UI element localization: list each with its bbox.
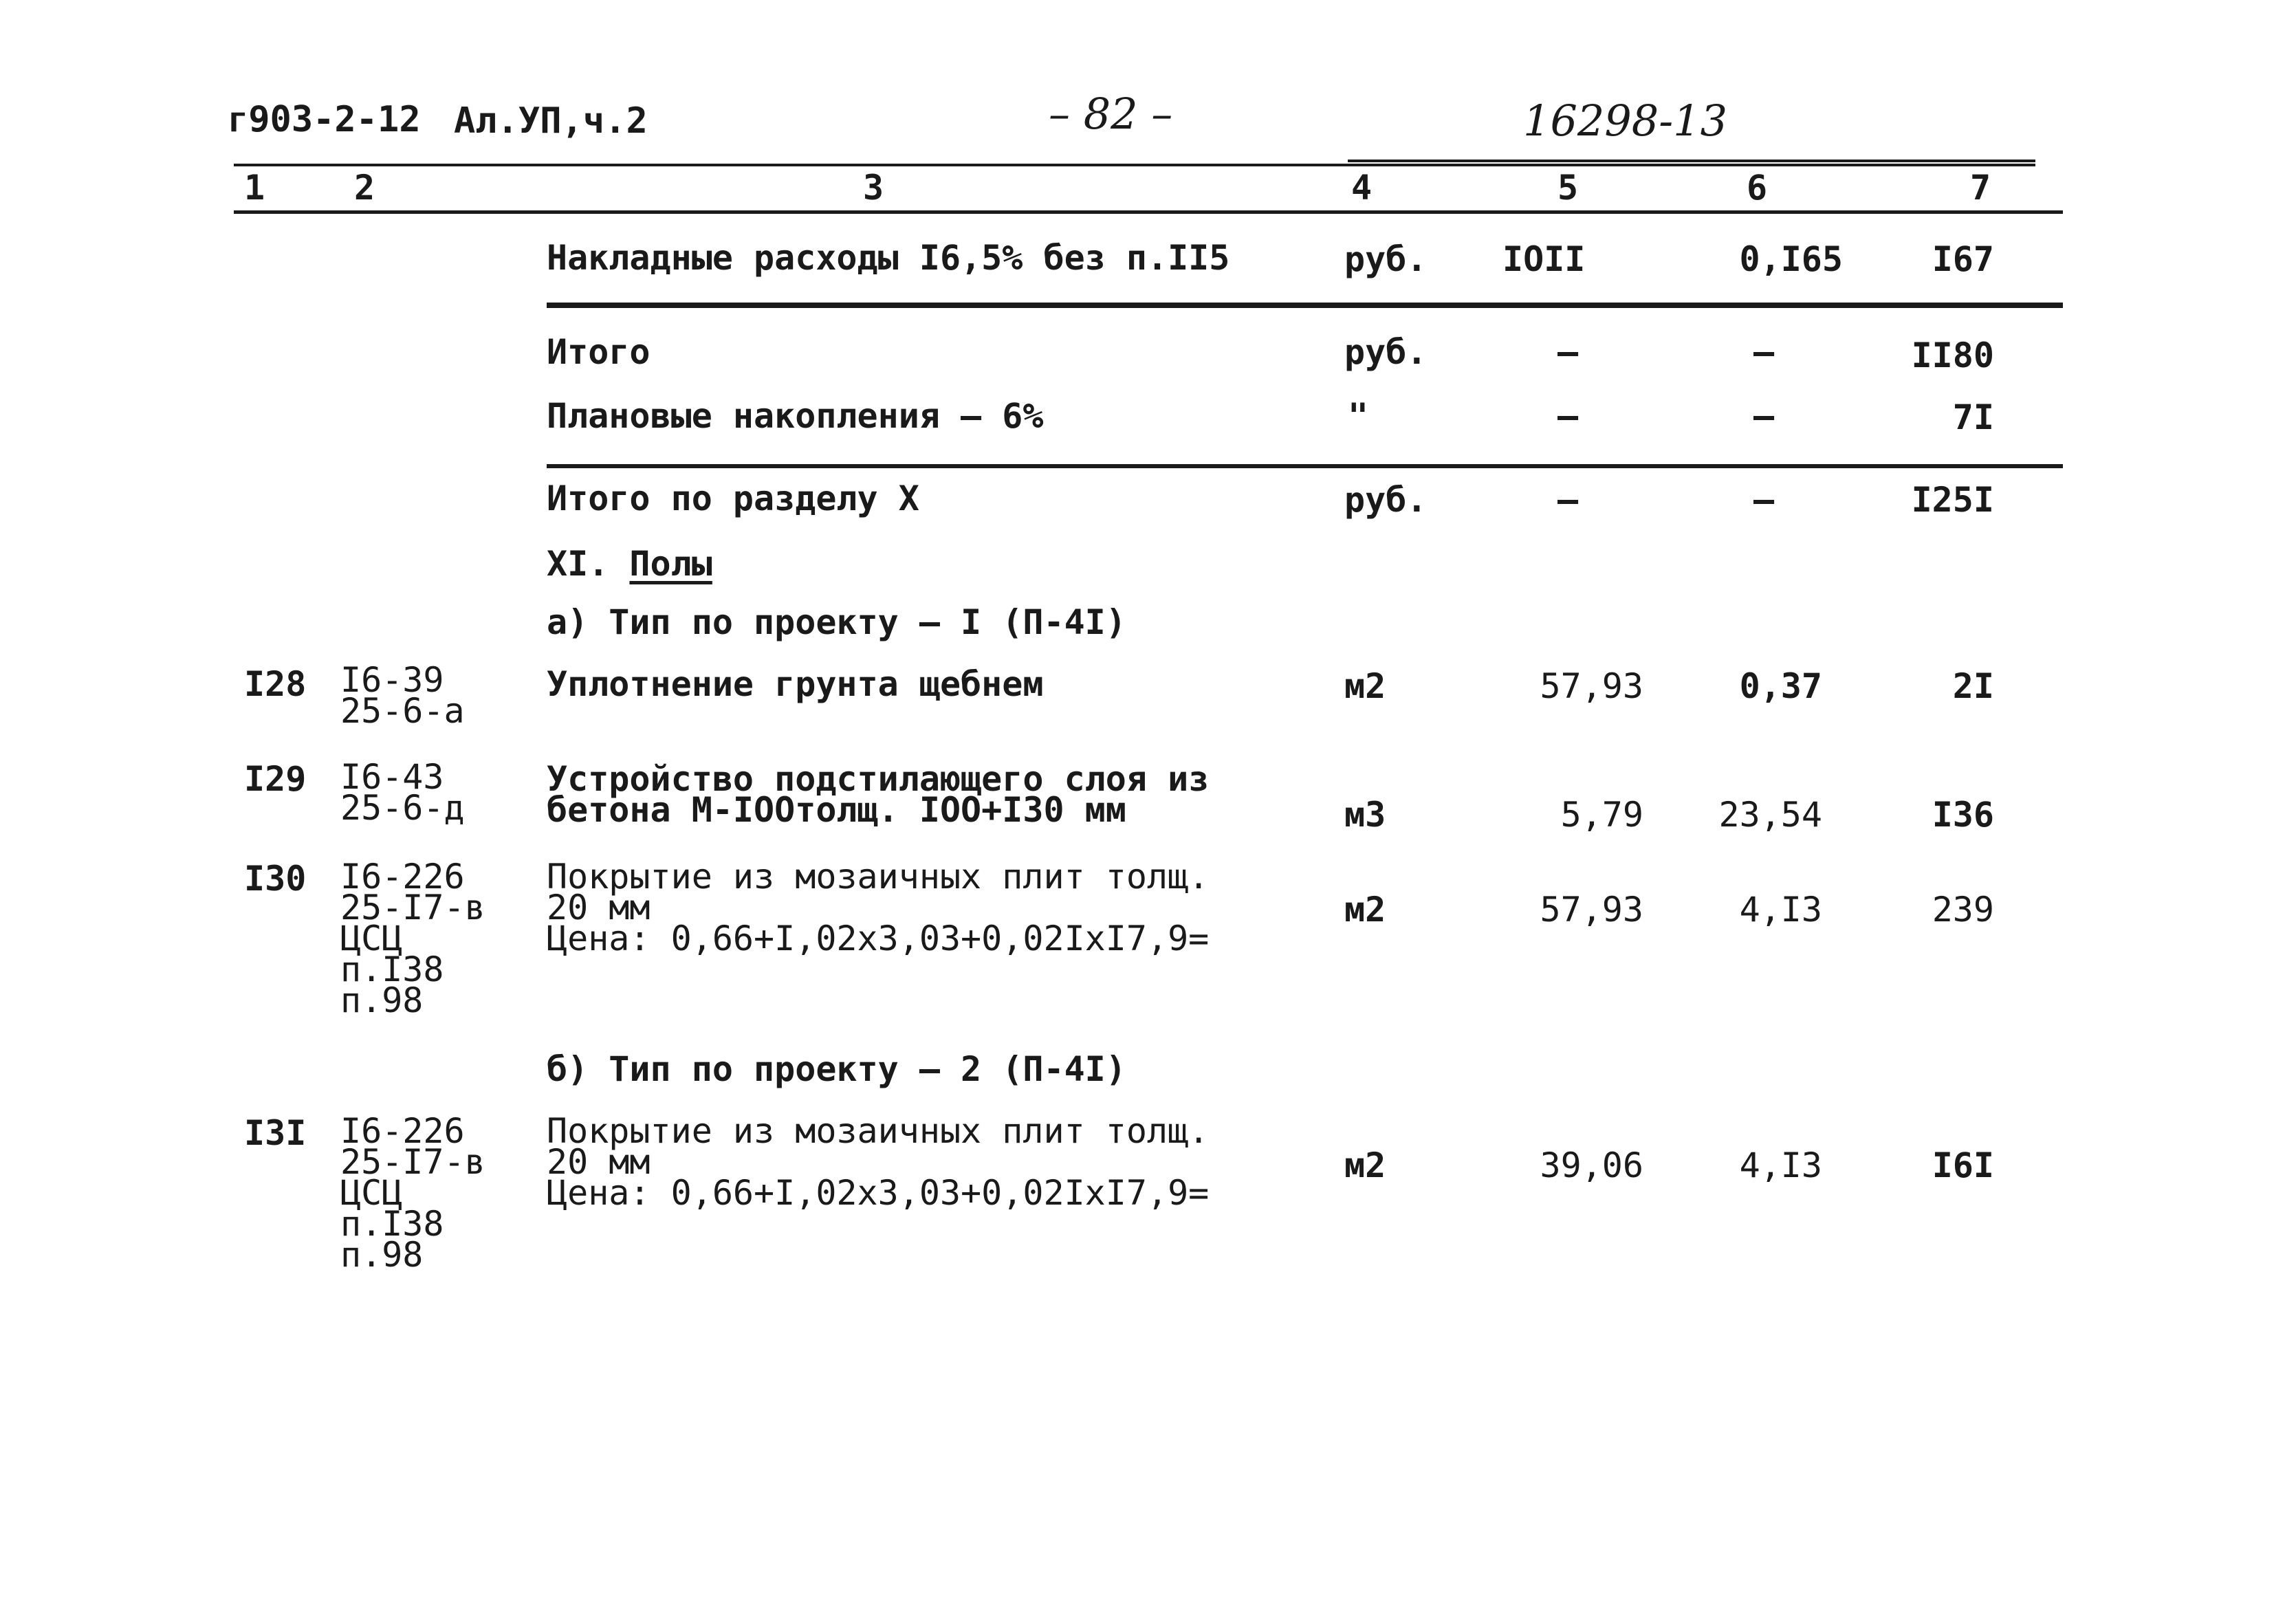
item-name: Уплотнение грунта щебнем <box>547 664 1044 704</box>
column-number-6: 6 <box>1747 168 1768 208</box>
item-quantity: – <box>1557 396 1579 436</box>
item-quantity: 5,79 <box>1560 795 1643 835</box>
item-total: I6I <box>1932 1145 1994 1185</box>
item-quantity: 57,93 <box>1540 666 1643 706</box>
column-number-5: 5 <box>1557 168 1579 208</box>
item-total: I36 <box>1932 795 1994 835</box>
price-code: I6-43 25-6-д <box>340 757 465 828</box>
row-number: I29 <box>244 759 307 799</box>
item-unit: руб. <box>1344 332 1428 372</box>
item-quantity: 39,06 <box>1540 1145 1643 1185</box>
header-rule-lower <box>234 164 2035 166</box>
item-total: 239 <box>1932 890 1994 930</box>
page-number: – 82 – <box>1049 89 1173 139</box>
row-number: I30 <box>244 859 307 899</box>
item-name: Плановые накопления – 6% <box>547 396 1044 436</box>
price-code: I6-39 25-6-а <box>340 660 465 731</box>
item-unit-price: 23,54 <box>1718 795 1822 835</box>
item-total: I25I <box>1911 480 1994 520</box>
row-number: I3I <box>244 1113 307 1153</box>
doc-code: ᴦ903-2-12 <box>227 99 421 140</box>
item-total: 7I <box>1952 397 1994 437</box>
price-code: I6-226 25-I7-в ЦСЦ п.I38 п.98 <box>340 1111 485 1275</box>
item-unit: руб. <box>1344 239 1428 279</box>
item-name: Покрытие из мозаичных плит толщ. 20 мм Цена: 0,66+I,02х3,03+0,02IхI7,9= <box>547 1111 1210 1213</box>
column-number-3: 3 <box>863 168 884 208</box>
item-name: Устройство подстилающего слоя из бетона М-IOOтолщ. IOO+I30 мм <box>547 759 1210 830</box>
item-unit: м3 <box>1344 795 1386 835</box>
item-total: I67 <box>1932 239 1994 279</box>
section-number: XI. <box>547 544 609 584</box>
item-unit: " <box>1348 396 1369 436</box>
subtotal-rule <box>547 303 2063 308</box>
item-name: Итого <box>547 332 651 372</box>
column-number-7: 7 <box>1970 168 1991 208</box>
item-quantity: 57,93 <box>1540 890 1643 930</box>
item-total: II80 <box>1911 336 1994 375</box>
section-title: Полы <box>629 544 712 584</box>
item-unit-price: 0,I65 <box>1739 239 1843 279</box>
item-unit: руб. <box>1344 480 1428 520</box>
item-unit: м2 <box>1344 1145 1386 1185</box>
item-name: Накладные расходы I6,5% без п.II5 <box>547 238 1230 278</box>
row-number: I28 <box>244 664 307 704</box>
item-quantity: IOII <box>1502 239 1586 279</box>
item-quantity: – <box>1557 332 1579 372</box>
column-number-2: 2 <box>354 168 375 208</box>
item-unit-price: – <box>1753 332 1775 372</box>
item-unit-price: 4,I3 <box>1739 890 1822 930</box>
column-number-4: 4 <box>1351 168 1373 208</box>
item-name: Покрытие из мозаичных плит толщ. 20 мм Цена: 0,66+I,02х3,03+0,02IхI7,9= <box>547 857 1210 958</box>
column-number-1: 1 <box>244 168 265 208</box>
subsection-heading-b: б) Тип по проекту – 2 (П-4I) <box>547 1049 1126 1089</box>
item-unit: м2 <box>1344 666 1386 706</box>
item-total: 2I <box>1952 666 1994 706</box>
header-rule-upper <box>1348 160 2035 162</box>
subsection-heading-a: а) Тип по проекту – I (П-4I) <box>547 602 1126 642</box>
item-unit: м2 <box>1344 890 1386 930</box>
column-header-rule <box>234 210 2063 214</box>
inventory-number: 16298-13 <box>1523 96 1728 146</box>
item-unit-price: 4,I3 <box>1739 1145 1822 1185</box>
item-unit-price: – <box>1753 396 1775 436</box>
item-unit-price: – <box>1753 480 1775 520</box>
item-unit-price: 0,37 <box>1739 666 1822 706</box>
section-heading <box>547 544 712 584</box>
section-total-rule <box>547 464 2063 468</box>
item-name: Итого по разделу X <box>547 479 919 518</box>
item-quantity: – <box>1557 480 1579 520</box>
price-code: I6-226 25-I7-в ЦСЦ п.I38 п.98 <box>340 857 485 1020</box>
album-reference: Ал.УП,ч.2 <box>454 100 648 142</box>
